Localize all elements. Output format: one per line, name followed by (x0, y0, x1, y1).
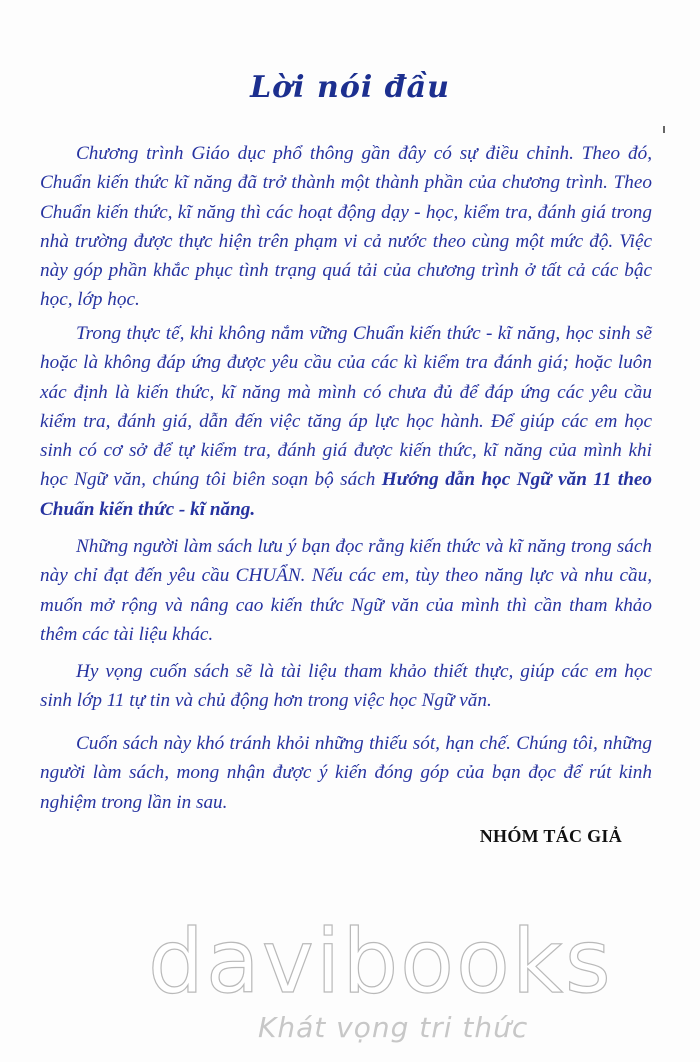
paragraph-2-text: Trong thực tế, khi không nắm vững Chuẩn kiến thức - kĩ năng, học sinh sẽ hoặc là không đáp ứng được yêu cầu của các kì kiểm tra đánh giá; hoặc luôn xác định là kiến thức, kĩ năng mà mình có chưa đủ để đáp ứng các yêu cầu kiểm tra, đánh giá, dẫn đến việc tăng áp lực học hành. Để giúp các em học sinh có cơ sở để tự kiểm tra, đánh giá được kiến thức, kĩ năng của mình khi học Ngữ văn, chúng tôi biên soạn bộ sách (40, 323, 652, 491)
book-title: Hướng dẫn học Ngữ văn 11 theo Chuẩn kiến thức - kĩ năng. (40, 469, 652, 520)
paragraph-2 (40, 319, 652, 524)
paragraph-5: Cuốn sách này khó tránh khỏi những thiếu sót, hạn chế. Chúng tôi, những người làm sách, mong nhận được ý kiến đóng góp của bạn đọc để rút kinh nghiệm trong lần in sau. (40, 733, 652, 813)
page-title: Lời nói đầu (250, 70, 450, 105)
watermark-slogan: Khát vọng tri thức (258, 1011, 529, 1044)
author-signature: NHÓM TÁC GIẢ (479, 826, 622, 846)
paragraph-3: Những người làm sách lưu ý bạn đọc rằng kiến thức và kĩ năng trong sách này chỉ đạt đến yêu cầu CHUẨN. Nếu các em, tùy theo năng lực và nhu cầu, muốn mở rộng và nâng cao kiến thức Ngữ văn của mình thì cần tham khảo thêm các tài liệu khác. (40, 536, 652, 645)
paragraph-4: Hy vọng cuốn sách sẽ là tài liệu tham khảo thiết thực, giúp các em học sinh lớp 11 tự tin và chủ động hơn trong việc học Ngữ văn. (40, 661, 652, 712)
paragraph-1: Chương trình Giáo dục phổ thông gần đây có sự điều chỉnh. Theo đó, Chuẩn kiến thức kĩ năng đã trở thành một thành phần của chương trình. Theo Chuẩn kiến thức, kĩ năng thì các hoạt động dạy - học, kiểm tra, đánh giá trong nhà trường được thực hiện trên phạm vi cả nước theo cùng một mức độ. Việc này góp phần khắc phục tình trạng quá tải của chương trình ở tất cả các bậc học, lớp học. (40, 143, 652, 311)
page-mark (663, 126, 665, 133)
watermark-brand: davibooks (148, 910, 613, 1013)
